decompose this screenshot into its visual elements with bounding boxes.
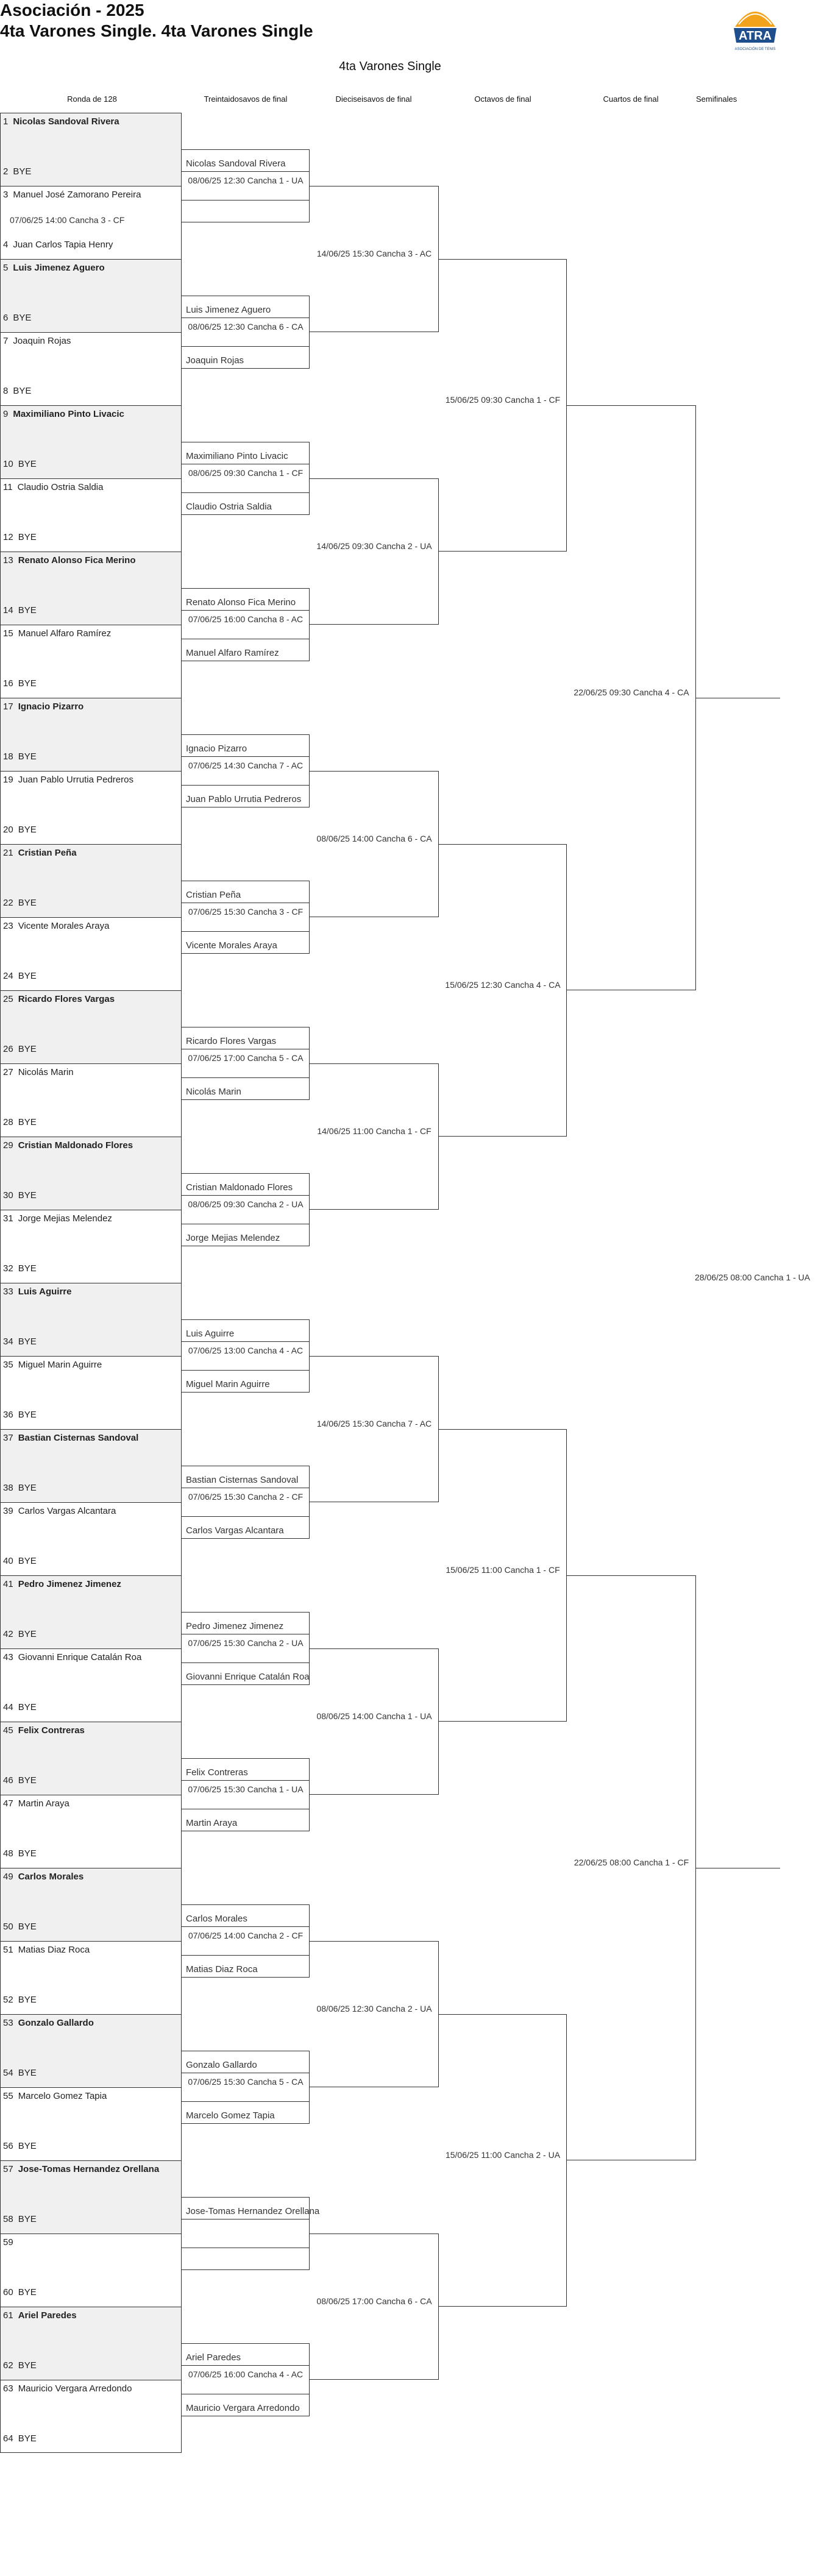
player-bottom [3, 1044, 37, 1054]
player-name: BYE [18, 971, 37, 981]
seed-number: 10 [3, 459, 13, 469]
atra-logo [730, 0, 780, 54]
player-name: BYE [18, 1263, 37, 1274]
player-top [3, 336, 71, 346]
player-name: Marcelo Gomez Tapia [18, 2091, 107, 2101]
player-bottom [3, 459, 37, 469]
player-top [3, 701, 83, 712]
seed-number: 14 [3, 605, 13, 616]
player-name: Joaquin Rojas [13, 336, 71, 346]
match-info: 08/06/25 12:30 Cancha 1 - UA [188, 176, 304, 185]
player-name: Giovanni Enrique Catalán Roa [18, 1652, 142, 1662]
player-top [3, 2091, 107, 2101]
player-top [3, 1140, 133, 1151]
player-bottom [3, 1556, 37, 1566]
player-bottom [3, 1190, 37, 1201]
seed-number: 29 [3, 1140, 13, 1151]
winner-bottom: Vicente Morales Araya [186, 940, 277, 951]
match-info: 07/06/25 13:00 Cancha 4 - AC [188, 1346, 304, 1355]
player-top [3, 1067, 74, 1077]
match-info: 07/06/25 16:00 Cancha 8 - AC [188, 614, 304, 624]
match-info: 28/06/25 08:00 Cancha 1 - UA [695, 1272, 811, 1282]
winner-bottom: Manuel Alfaro Ramírez [186, 648, 279, 658]
schedule-box [182, 610, 310, 639]
player-name: BYE [18, 2068, 37, 2078]
match-info: 07/06/25 17:00 Cancha 5 - CA [188, 1053, 304, 1063]
player-top [3, 1579, 121, 1589]
player-name: Manuel José Zamorano Pereira [13, 190, 141, 200]
match-info: 08/06/25 17:00 Cancha 6 - CA [316, 2296, 432, 2306]
player-top [3, 1286, 71, 1297]
player-top [3, 1360, 102, 1370]
match-info: 14/06/25 11:00 Cancha 1 - CF [317, 1126, 432, 1136]
player-bottom [3, 2141, 37, 2151]
winner-bottom: Joaquin Rojas [186, 355, 244, 366]
schedule-box [182, 2219, 310, 2248]
seed-number: 63 [3, 2383, 13, 2394]
match-box-r32 [310, 1941, 439, 2087]
seed-number: 17 [3, 701, 13, 712]
player-top [3, 1433, 138, 1443]
player-bottom [3, 825, 37, 835]
seed-number: 45 [3, 1725, 13, 1736]
seed-number: 7 [3, 336, 9, 346]
match-info: 14/06/25 15:30 Cancha 3 - AC [316, 249, 432, 258]
player-top [3, 848, 77, 858]
seed-number: 1 [3, 116, 9, 127]
seed-number: 60 [3, 2287, 13, 2297]
logo-text: ATRA [738, 29, 772, 43]
player-bottom [3, 1775, 37, 1786]
player-name: BYE [13, 386, 32, 396]
seed-number: 15 [3, 628, 13, 639]
player-name: Bastian Cisternas Sandoval [18, 1433, 139, 1443]
match-info: 07/06/25 16:00 Cancha 4 - AC [188, 2369, 304, 2379]
association-title: Asociación - 2025 [0, 1, 144, 20]
player-bottom [3, 1848, 37, 1859]
match-info: 07/06/25 15:30 Cancha 5 - CA [188, 2077, 304, 2087]
player-bottom [3, 1336, 37, 1347]
seed-number: 47 [3, 1798, 13, 1809]
seed-number: 32 [3, 1263, 13, 1274]
player-name: BYE [18, 678, 37, 689]
player-bottom [3, 971, 37, 981]
seed-number: 54 [3, 2068, 13, 2078]
seed-number: 34 [3, 1336, 13, 1347]
match-info: 07/06/25 15:30 Cancha 1 - UA [188, 1784, 304, 1794]
player-bottom [3, 2214, 37, 2224]
winner-top: Ariel Paredes [186, 2352, 241, 2363]
player-top [3, 409, 124, 419]
winner-top: Carlos Morales [186, 1914, 247, 1924]
player-name: Claudio Ostria Saldia [17, 482, 104, 492]
match-info: 15/06/25 12:30 Cancha 4 - CA [445, 980, 561, 990]
winner-bottom: Martin Araya [186, 1818, 238, 1828]
player-name: Ariel Paredes [18, 2310, 77, 2321]
winner-top: Jose-Tomas Hernandez Orellana [186, 2206, 320, 2216]
player-name: BYE [18, 898, 37, 908]
player-name: BYE [18, 2433, 37, 2444]
player-name: BYE [18, 1702, 37, 1712]
schedule-box [182, 464, 310, 493]
seed-number: 39 [3, 1506, 13, 1516]
match-box-r32 [310, 1063, 439, 1210]
seed-number: 58 [3, 2214, 13, 2224]
match-info: 15/06/25 11:00 Cancha 2 - UA [445, 2150, 561, 2160]
player-name: BYE [13, 313, 32, 323]
seed-number: 40 [3, 1556, 13, 1566]
player-name: Jose-Tomas Hernandez Orellana [18, 2164, 160, 2174]
seed-number: 9 [3, 409, 9, 419]
page-header [0, 0, 313, 41]
player-top [3, 482, 103, 492]
seed-number: 5 [3, 263, 9, 273]
seed-number: 49 [3, 1872, 13, 1882]
player-name: BYE [18, 459, 37, 469]
winner-bottom: Mauricio Vergara Arredondo [186, 2403, 300, 2413]
player-name: BYE [18, 605, 37, 616]
player-name: Pedro Jimenez Jimenez [18, 1579, 121, 1589]
player-name: BYE [18, 532, 37, 542]
winner-top: Cristian Peña [186, 890, 241, 900]
winner-top: Renato Alonso Fica Merino [186, 597, 296, 608]
player-bottom [3, 1410, 37, 1420]
player-name: Cristian Maldonado Flores [18, 1140, 133, 1151]
player-name: Juan Carlos Tapia Henry [13, 240, 113, 250]
player-top [3, 1725, 85, 1736]
player-name: Nicolás Marin [18, 1067, 74, 1077]
seed-number: 38 [3, 1483, 13, 1493]
winner-top: Felix Contreras [186, 1767, 248, 1778]
player-name: Ricardo Flores Vargas [18, 994, 115, 1004]
seed-number: 50 [3, 1921, 13, 1932]
player-name: BYE [18, 825, 37, 835]
player-top [3, 263, 105, 273]
match-info: 08/06/25 09:30 Cancha 2 - UA [188, 1199, 304, 1209]
player-bottom [3, 1629, 37, 1639]
seed-number: 42 [3, 1629, 13, 1639]
match-box-r32 [310, 771, 439, 917]
player-top [3, 2310, 77, 2321]
player-bottom [3, 2433, 37, 2444]
match-box-qf [567, 405, 696, 990]
match-info: 07/06/25 14:00 Cancha 3 - CF [10, 215, 125, 225]
player-name: Renato Alonso Fica Merino [18, 555, 136, 566]
player-top [3, 190, 141, 200]
match-info: 07/06/25 14:00 Cancha 2 - CF [188, 1931, 304, 1940]
winner-bottom: Giovanni Enrique Catalán Roa [186, 1672, 310, 1682]
player-name: Manuel Alfaro Ramírez [18, 628, 112, 639]
schedule-box [182, 1780, 310, 1809]
logo-subtext: ASOCIACIÓN DE TENIS [734, 48, 776, 51]
player-name: BYE [18, 1044, 37, 1054]
schedule-box [182, 1488, 310, 1517]
draw-title: 4ta Varones Single [339, 60, 441, 73]
column-header-sf: Semifinales [696, 94, 737, 104]
player-name: BYE [18, 1556, 37, 1566]
match-box-r32 [310, 478, 439, 625]
winner-top: Gonzalo Gallardo [186, 2060, 257, 2070]
seed-number: 37 [3, 1433, 13, 1443]
winner-bottom: Juan Pablo Urrutia Pedreros [186, 794, 302, 804]
winner-top: Cristian Maldonado Flores [186, 1182, 293, 1193]
player-bottom [3, 532, 37, 542]
winner-top: Ricardo Flores Vargas [186, 1036, 277, 1046]
match-box-r32 [310, 1356, 439, 1502]
schedule-box [182, 1341, 310, 1371]
schedule-box [182, 1926, 310, 1956]
schedule-box [182, 903, 310, 932]
match-info: 07/06/25 14:30 Cancha 7 - AC [188, 761, 304, 770]
seed-number: 2 [3, 166, 9, 177]
match-info: 14/06/25 15:30 Cancha 7 - AC [316, 1419, 432, 1428]
player-top [3, 1872, 83, 1882]
match-box-r16 [439, 1429, 567, 1722]
column-header-r128: Ronda de 128 [67, 94, 117, 104]
schedule-box [182, 2365, 310, 2394]
seed-number: 12 [3, 532, 13, 542]
player-name: BYE [18, 1117, 37, 1127]
winner-top: Luis Jimenez Aguero [186, 305, 271, 315]
player-name: Ignacio Pizarro [18, 701, 84, 712]
schedule-box [182, 756, 310, 786]
match-info: 08/06/25 12:30 Cancha 2 - UA [316, 2004, 432, 2014]
match-box-r32 [310, 2234, 439, 2380]
seed-number: 6 [3, 313, 9, 323]
player-bottom [3, 1995, 37, 2005]
player-bottom [3, 751, 37, 762]
schedule-box [182, 1634, 310, 1663]
player-name: Nicolas Sandoval Rivera [13, 116, 119, 127]
seed-number: 41 [3, 1579, 13, 1589]
player-name: Cristian Peña [18, 848, 77, 858]
player-top [3, 1652, 141, 1662]
player-name: BYE [18, 2141, 37, 2151]
player-bottom [3, 1702, 37, 1712]
player-bottom [3, 1921, 37, 1932]
seed-number: 27 [3, 1067, 13, 1077]
seed-number: 56 [3, 2141, 13, 2151]
player-name: BYE [18, 1848, 37, 1859]
player-top [3, 1506, 116, 1516]
player-name: Jorge Mejias Melendez [18, 1213, 112, 1224]
player-bottom [3, 1117, 37, 1127]
match-info: 14/06/25 09:30 Cancha 2 - UA [316, 541, 432, 551]
player-name: Felix Contreras [18, 1725, 85, 1736]
winner-bottom: Carlos Vargas Alcantara [186, 1525, 284, 1536]
seed-number: 43 [3, 1652, 13, 1662]
player-name: BYE [18, 1410, 37, 1420]
seed-number: 23 [3, 921, 13, 931]
winner-top: Maximiliano Pinto Livacic [186, 451, 288, 461]
winner-bottom: Claudio Ostria Saldia [186, 502, 272, 512]
seed-number: 24 [3, 971, 13, 981]
column-header-r64: Treintaidosavos de final [204, 94, 288, 104]
winner-bottom: Marcelo Gomez Tapia [186, 2110, 275, 2121]
seed-number: 16 [3, 678, 13, 689]
match-box-r32 [310, 1648, 439, 1795]
seed-number: 53 [3, 2018, 13, 2028]
match-info: 22/06/25 08:00 Cancha 1 - CF [574, 1857, 689, 1867]
player-name: BYE [18, 2287, 37, 2297]
schedule-box [182, 171, 310, 200]
winner-top: Pedro Jimenez Jimenez [186, 1621, 284, 1631]
player-name: BYE [18, 1775, 37, 1786]
player-name: Maximiliano Pinto Livacic [13, 409, 124, 419]
seed-number: 11 [3, 482, 13, 492]
winner-top: Nicolas Sandoval Rivera [186, 158, 286, 169]
seed-number: 62 [3, 2360, 13, 2371]
seed-number: 51 [3, 1945, 13, 1955]
player-bottom [3, 1483, 37, 1493]
seed-number: 8 [3, 386, 9, 396]
player-top [3, 2237, 18, 2248]
player-bottom [3, 166, 31, 177]
seed-number: 48 [3, 1848, 13, 1859]
seed-number: 59 [3, 2237, 13, 2248]
seed-number: 33 [3, 1286, 13, 1297]
match-info: 15/06/25 09:30 Cancha 1 - CF [445, 395, 561, 405]
seed-number: 22 [3, 898, 13, 908]
seed-number: 61 [3, 2310, 13, 2321]
seed-number: 35 [3, 1360, 13, 1370]
player-name: BYE [18, 1336, 37, 1347]
player-name: BYE [13, 166, 32, 177]
match-info: 07/06/25 15:30 Cancha 2 - UA [188, 1638, 304, 1648]
match-info: 07/06/25 15:30 Cancha 3 - CF [188, 907, 304, 917]
seed-number: 57 [3, 2164, 13, 2174]
category-title: 4ta Varones Single. 4ta Varones Single [0, 21, 313, 40]
player-name: Martin Araya [18, 1798, 69, 1809]
player-name: Matias Diaz Roca [18, 1945, 90, 1955]
player-top [3, 994, 115, 1004]
player-bottom [3, 1263, 37, 1274]
player-name: Vicente Morales Araya [18, 921, 110, 931]
match-box-r16 [439, 844, 567, 1137]
column-header-qf: Cuartos de final [603, 94, 659, 104]
seed-number: 25 [3, 994, 13, 1004]
player-top [3, 2018, 94, 2028]
player-top [3, 1798, 69, 1809]
player-top [3, 1945, 90, 1955]
seed-number: 36 [3, 1410, 13, 1420]
player-bottom [3, 313, 31, 323]
column-header-r32: Dieciseisavos de final [335, 94, 412, 104]
seed-number: 55 [3, 2091, 13, 2101]
player-name: BYE [18, 2214, 37, 2224]
seed-number: 3 [3, 190, 9, 200]
match-info: 08/06/25 12:30 Cancha 6 - CA [188, 322, 304, 332]
seed-number: 20 [3, 825, 13, 835]
player-top [3, 555, 135, 566]
seed-number: 26 [3, 1044, 13, 1054]
player-name: BYE [18, 1921, 37, 1932]
player-top [3, 628, 111, 639]
player-bottom [3, 2287, 37, 2297]
player-bottom [3, 240, 113, 250]
player-name: BYE [18, 1629, 37, 1639]
player-name: Gonzalo Gallardo [18, 2018, 94, 2028]
player-top [3, 921, 110, 931]
seed-number: 52 [3, 1995, 13, 2005]
winner-bottom: Miguel Marin Aguirre [186, 1379, 270, 1389]
winner-top: Ignacio Pizarro [186, 743, 247, 754]
player-top [3, 1213, 112, 1224]
seed-number: 19 [3, 775, 13, 785]
seed-number: 4 [3, 240, 9, 250]
player-bottom [3, 386, 31, 396]
seed-number: 18 [3, 751, 13, 762]
player-name: BYE [18, 1995, 37, 2005]
match-box-qf [567, 1575, 696, 2160]
winner-top: Luis Aguirre [186, 1329, 235, 1339]
seed-number: 30 [3, 1190, 13, 1201]
schedule-box [182, 1195, 310, 1224]
player-name: Luis Aguirre [18, 1286, 72, 1297]
player-bottom [3, 2068, 37, 2078]
match-info: 08/06/25 14:00 Cancha 1 - UA [316, 1711, 432, 1721]
player-top [3, 116, 119, 127]
match-box-r16 [439, 2014, 567, 2307]
schedule-box [182, 1049, 310, 1078]
player-top [3, 2164, 159, 2174]
player-bottom [3, 678, 37, 689]
player-name: Carlos Morales [18, 1872, 84, 1882]
seed-number: 46 [3, 1775, 13, 1786]
player-name: BYE [18, 2360, 37, 2371]
match-box-r32 [310, 186, 439, 332]
winner-top: Bastian Cisternas Sandoval [186, 1475, 299, 1485]
match-info: 08/06/25 14:00 Cancha 6 - CA [316, 834, 432, 843]
player-top [3, 775, 133, 785]
seed-number: 21 [3, 848, 13, 858]
player-bottom [3, 605, 37, 616]
match-info: 07/06/25 15:30 Cancha 2 - CF [188, 1492, 304, 1502]
winner-bottom: Jorge Mejias Melendez [186, 1233, 280, 1243]
seed-number: 44 [3, 1702, 13, 1712]
player-name: Juan Pablo Urrutia Pedreros [18, 775, 133, 785]
seed-number: 31 [3, 1213, 13, 1224]
schedule-box [182, 318, 310, 347]
winner-bottom: Matias Diaz Roca [186, 1964, 258, 1975]
match-info: 22/06/25 09:30 Cancha 4 - CA [574, 687, 689, 697]
player-name: BYE [18, 1190, 37, 1201]
player-name: Luis Jimenez Aguero [13, 263, 105, 273]
player-top [3, 2383, 132, 2394]
match-info: 08/06/25 09:30 Cancha 1 - CF [188, 468, 304, 478]
player-name: Carlos Vargas Alcantara [18, 1506, 116, 1516]
seed-number: 13 [3, 555, 13, 566]
player-name: Miguel Marin Aguirre [18, 1360, 102, 1370]
schedule-box [182, 2073, 310, 2102]
seed-number: 28 [3, 1117, 13, 1127]
match-info: 15/06/25 11:00 Cancha 1 - CF [446, 1565, 560, 1575]
player-bottom [3, 898, 37, 908]
player-name: BYE [18, 1483, 37, 1493]
player-name: Mauricio Vergara Arredondo [18, 2383, 132, 2394]
player-name: BYE [18, 751, 37, 762]
column-header-r16: Octavos de final [474, 94, 531, 104]
player-bottom [3, 2360, 37, 2371]
seed-number: 64 [3, 2433, 13, 2444]
winner-bottom: Nicolás Marin [186, 1087, 241, 1097]
match-box-r16 [439, 259, 567, 552]
